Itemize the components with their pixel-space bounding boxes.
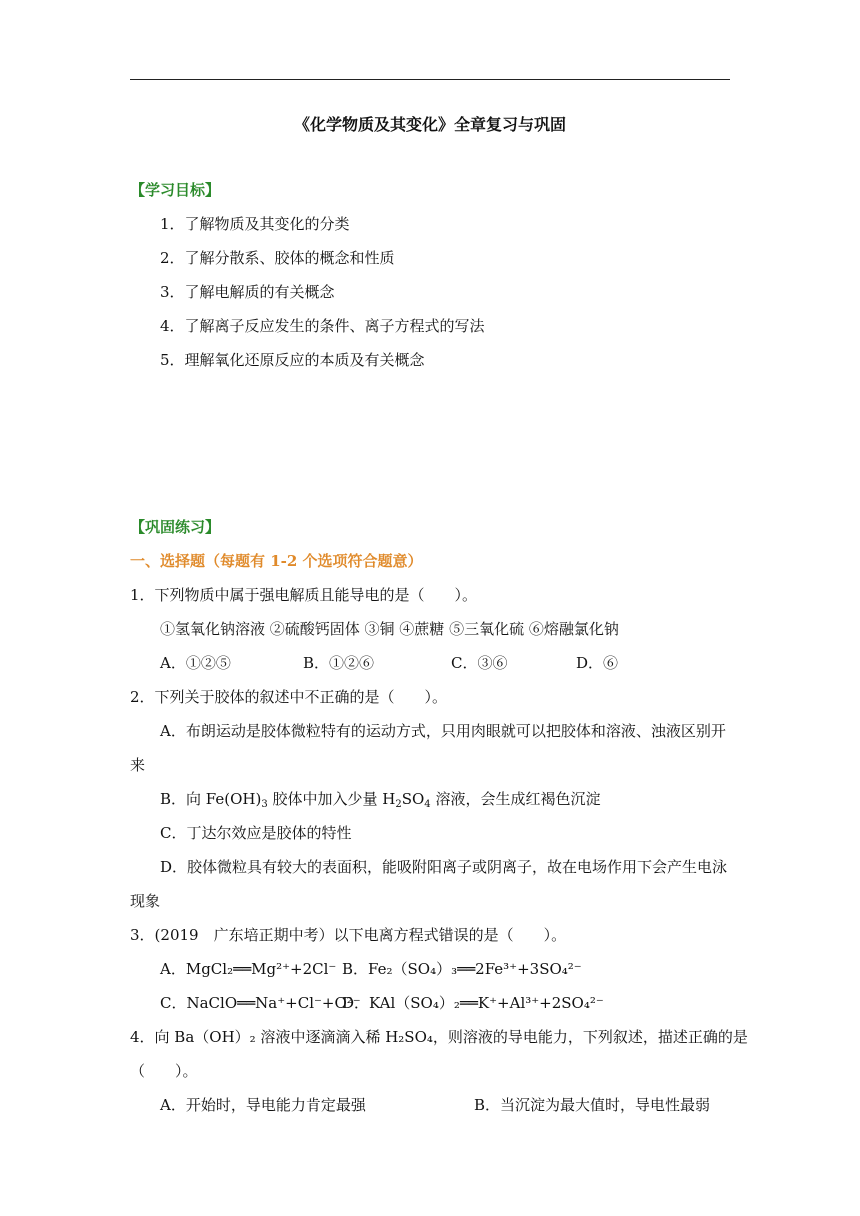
objective-item: 2．了解分散系、胶体的概念和性质	[160, 249, 395, 267]
question-3-option-a: A．MgCl₂══Mg²⁺+2Cl⁻	[160, 960, 337, 978]
question-4-stem: 4．向 Ba（OH）₂ 溶液中逐滴滴入稀 H₂SO₄，则溶液的导电能力，下列叙述，描述正确的是	[130, 1028, 748, 1046]
question-1-stem: 1．下列物质中属于强电解质且能导电的是（ ）。	[130, 586, 478, 604]
header-rule	[130, 79, 730, 80]
question-4-option-b: B．当沉淀为最大值时，导电性最弱	[474, 1096, 711, 1114]
question-1-option-d: D．⑥	[576, 654, 619, 672]
question-1-option-a: A．①②⑤	[160, 654, 231, 672]
objectives-heading: 【学习目标】	[130, 181, 221, 199]
objective-item: 3．了解电解质的有关概念	[160, 283, 335, 301]
question-2-option-b: B．向 $Fe(OH)_3$ 胶体中加入少量 $H_2SO_4$ 溶液，会生成红褐色沉淀	[160, 790, 601, 810]
question-1-items: ①氢氧化钠溶液 ②硫酸钙固体 ③铜 ④蔗糖 ⑤三氧化硫 ⑥熔融氯化钠	[160, 620, 619, 638]
question-1-option-b: B．①②⑥	[303, 654, 375, 672]
question-3-option-d: D．KAl（SO₄）₂══K⁺+Al³⁺+2SO₄²⁻	[342, 994, 604, 1012]
question-2-option-a-cont: 来	[130, 756, 146, 774]
question-2-option-d: D．胶体微粒具有较大的表面积，能吸附阳离子或阴离子，故在电场作用下会产生电泳	[160, 858, 728, 876]
objective-item: 4．了解离子反应发生的条件、离子方程式的写法	[160, 317, 485, 335]
objective-item: 5．理解氧化还原反应的本质及有关概念	[160, 351, 425, 369]
question-2-option-c: C．丁达尔效应是胶体的特性	[160, 824, 352, 842]
page-title: 《化学物质及其变化》全章复习与巩固	[293, 115, 566, 134]
question-1-option-c: C．③⑥	[451, 654, 508, 672]
question-2-option-a: A．布朗运动是胶体微粒特有的运动方式，只用肉眼就可以把胶体和溶液、浊液区别开	[160, 722, 726, 740]
question-3-stem: 3．(2019 广东培正期中考）以下电离方程式错误的是（ ）。	[130, 926, 567, 944]
question-2-stem: 2．下列关于胶体的叙述中不正确的是（ ）。	[130, 688, 448, 706]
practice-heading: 【巩固练习】	[130, 518, 221, 536]
question-3-option-c: C．NaClO══Na⁺+Cl⁻+O²⁻	[160, 994, 361, 1012]
objective-item: 1．了解物质及其变化的分类	[160, 215, 350, 233]
question-3-option-b: B．Fe₂（SO₄）₃══2Fe³⁺+3SO₄²⁻	[342, 960, 582, 978]
question-2-option-d-cont: 现象	[130, 892, 161, 910]
question-4-option-a: A．开始时，导电能力肯定最强	[160, 1096, 366, 1114]
question-4-stem-cont: （ ）。	[130, 1062, 198, 1080]
section-heading: 一、选择题（每题有 1-2 个选项符合题意）	[130, 552, 423, 570]
